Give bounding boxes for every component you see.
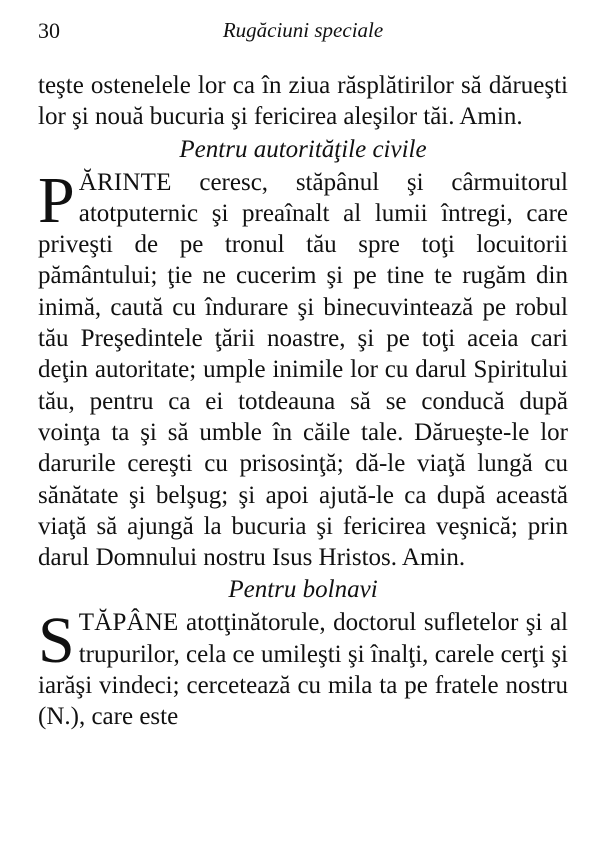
section-title-civil-authorities: Pentru autorităţile civile: [179, 135, 427, 163]
section-title-sick: Pentru bolnavi: [228, 576, 378, 604]
continuation-paragraph: teşte ostenelele lor ca în ziua răsplătirilor să dărueşti lor şi nouă bucuria şi fericirea aleşilor tăi. Amin.: [38, 72, 568, 131]
drop-cap-letter: S: [38, 607, 75, 678]
running-title: Rugăciuni speciale: [222, 18, 384, 42]
lead-word: ĂRINTE: [78, 168, 172, 196]
page-number: 30: [38, 18, 60, 43]
drop-cap-letter: P: [38, 166, 75, 237]
prayer-text: ceresc, stăpânul şi cârmuitorul atotputernic şi preaînalt al lumii întregi, care priveşti de pe tronul tău spre toţi locuitorii pământului; ţie ne cucerim şi pe tine te rugăm din inimă, caută cu îndurare şi binecuvintează pe robul tău Preşedintele ţării noastre, şi pe toţi aceia cari deţin autoritate; umple inimile lor cu darul Spiritului tău, pentru ca ei totdeauna să se conducă după voinţa ta şi să umble în căile tale. Dărueşte-le lor darurile cereşti cu prisosinţă; dă-le viaţă lungă cu sănătate şi belşug; şi apoi ajută-le ca după această viaţă să ajungă la bucuria şi fericirea veşnică; prin darul Domnului nostru Isus Hristos. Amin.: [38, 168, 568, 572]
page-header: [38, 18, 568, 46]
prayer-civil-authorities: [38, 167, 568, 574]
prayer-text: atotţinătorule, doctorul sufletelor şi al trupurilor, cela ce umileşti şi înalţi, carele cerţi şi iarăşi vindeci; cercetează cu mila ta pe fratele nostru (N.), care este: [38, 609, 568, 731]
lead-word: TĂPÂNE: [78, 609, 179, 637]
prayer-sick: [38, 607, 568, 732]
page-content: [38, 70, 568, 733]
